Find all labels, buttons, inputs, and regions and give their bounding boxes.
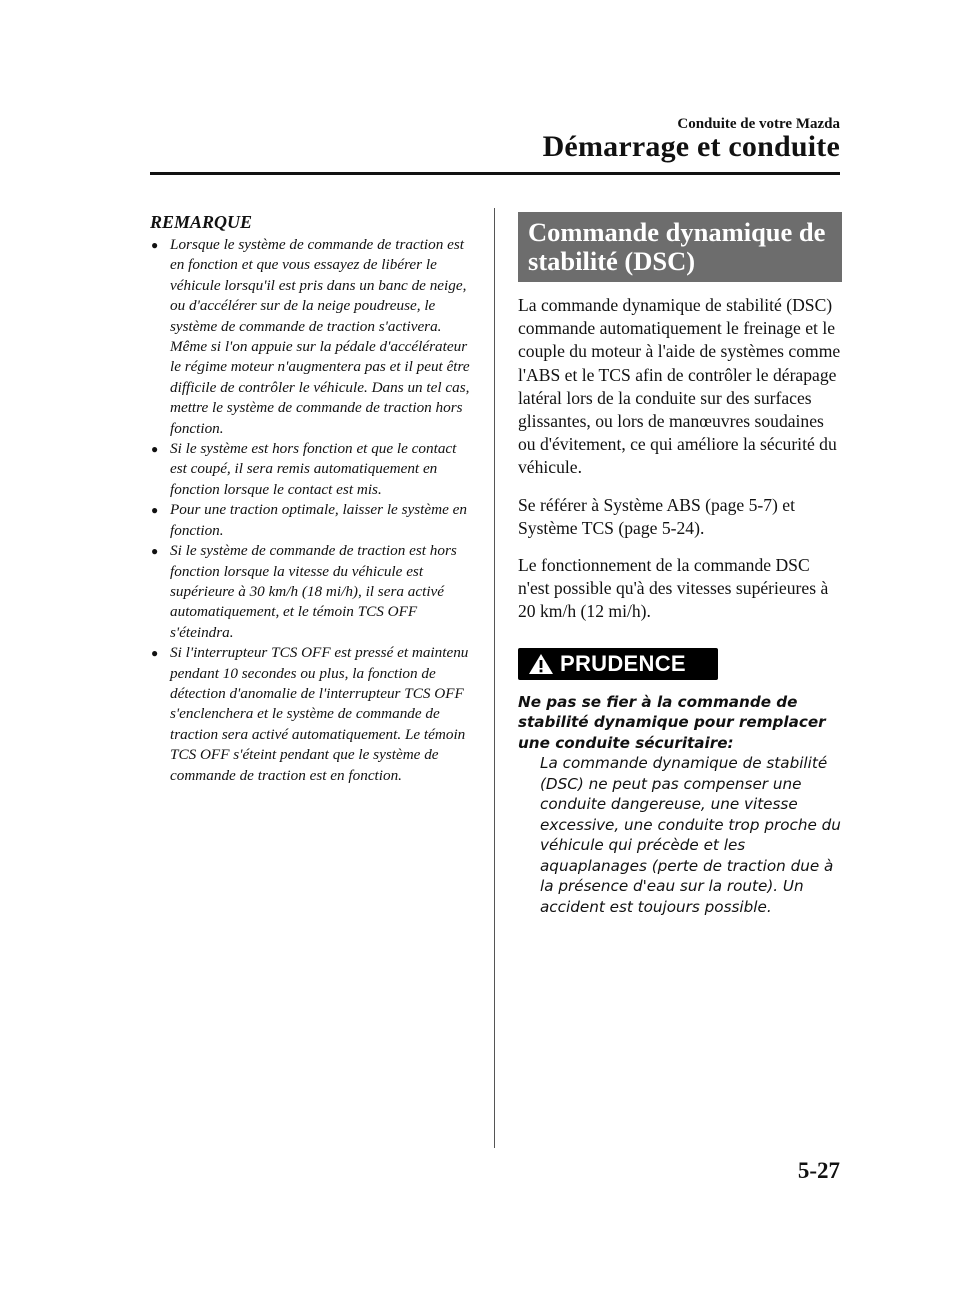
- bullet-icon: ●: [151, 646, 159, 661]
- cross-reference: Se référer à Système ABS (page 5-7) et Système TCS (page 5-24).: [518, 494, 796, 538]
- note-text: Si l'interrupteur TCS OFF est pressé et maintenu pendant 10 secondes ou plus, la fonction de détection d'anomalie de l'interrupteur TCS OFF s'enclenchera et le système de commande de traction sera activé automatiquement. Le témoin TCS OFF s'éteint pendant que le système de commande de traction est en fonction.: [170, 644, 469, 784]
- bullet-icon: ●: [151, 442, 159, 457]
- note-text: Si le système de commande de traction est hors fonction lorsque la vitesse du véhicule est supérieure à 30 km/h (18 mi/h), il sera activé automatiquement, et le témoin TCS OFF s'éteindra.: [170, 542, 457, 641]
- warning-triangle-icon: [528, 653, 554, 675]
- bullet-icon: ●: [151, 503, 159, 518]
- note-text: Pour une traction optimale, laisser le système en fonction.: [170, 501, 467, 539]
- note-item: [150, 541, 472, 643]
- note-item: [150, 643, 472, 786]
- column-divider: [494, 208, 495, 1148]
- caution-label: PRUDENCE: [560, 650, 686, 676]
- bullet-icon: ●: [151, 238, 159, 252]
- section-title-box: [518, 212, 842, 282]
- note-item: [150, 439, 472, 500]
- note-item: [150, 500, 472, 541]
- bullet-icon: ●: [151, 544, 159, 559]
- speed-condition: Le fonctionnement de la commande DSC n'est possible qu'à des vitesses supérieures à 20 km/h (12 mi/h).: [518, 555, 829, 622]
- chapter-title: Conduite de votre Mazda: [677, 116, 840, 132]
- right-column: [518, 212, 842, 917]
- caution-heading: Ne pas se fier à la commande de stabilité dynamique pour remplacer une conduite sécuritaire:: [518, 692, 826, 752]
- caution-body: La commande dynamique de stabilité (DSC) ne peut pas compenser une conduite dangereuse, une vitesse excessive, une conduite trop proche du véhicule qui précède et les aquaplanages (perte de traction due à la présence d'eau sur la route). Un accident est toujours possible.: [540, 754, 841, 916]
- header-rule: [150, 172, 840, 175]
- section-header: Démarrage et conduite: [542, 130, 840, 163]
- page-number: 5-27: [797, 1158, 840, 1183]
- caution-banner: [518, 648, 718, 680]
- left-column: [150, 212, 472, 786]
- dsc-description: La commande dynamique de stabilité (DSC) commande automatiquement le freinage et le couple du moteur à l'aide de systèmes comme l'ABS et le TCS afin de contrôler le dérapage latéral lors de la conduite sur des surfaces glissantes, ou lors de manœuvres soudaines ou d'évitement, ce qui améliore la sécurité du véhicule.: [518, 295, 841, 478]
- note-text: Lorsque le système de commande de traction est en fonction et que vous essayez de libérer le véhicule lorsqu'il est pris dans un banc de neige, ou d'accélérer sur de la neige poudreuse, le système de commande de traction s'activera. Même si l'on appuie sur la pédale d'accélérateur le régime moteur n'augmentera pas et il peut être difficile de contrôler le véhicule. Dans un tel cas, mettre le système de commande de traction hors fonction.: [170, 236, 470, 437]
- note-text: Si le système est hors fonction et que le contact est coupé, il sera remis automatiquement en fonction lorsque le contact est mis.: [170, 440, 457, 498]
- note-title: REMARQUE: [150, 212, 253, 232]
- notes-list: [150, 235, 472, 786]
- note-item: [150, 235, 472, 439]
- section-title-line-2: stabilité (DSC): [528, 246, 696, 276]
- section-title-line-1: Commande dynamique de: [528, 217, 826, 247]
